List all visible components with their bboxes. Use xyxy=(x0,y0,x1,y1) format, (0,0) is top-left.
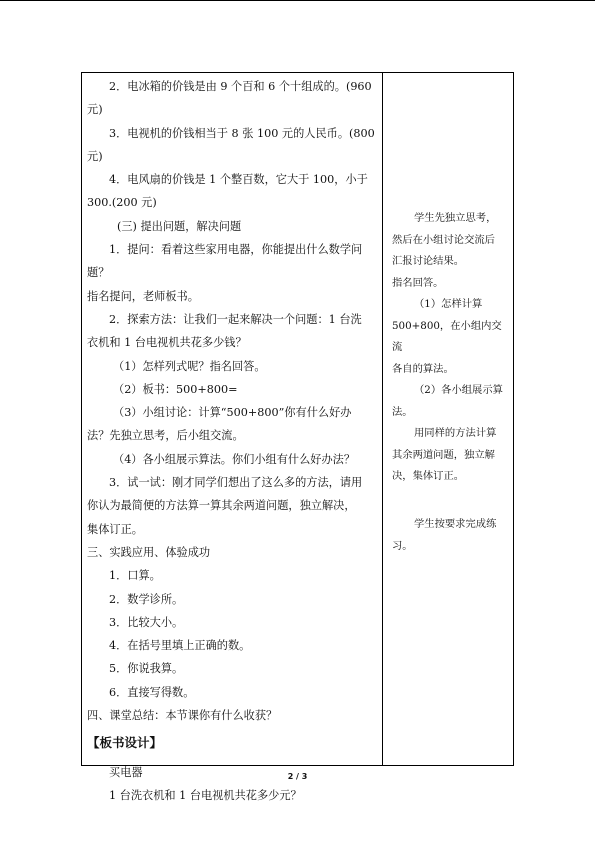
text-line: 3．电视机的价钱相当于 8 张 100 元的人民币。(800 xyxy=(109,126,375,140)
activity-line: 500+800，在小组内交流 xyxy=(392,319,502,353)
text-line: 你认为最简便的方法算一算其余两道问题，独立解决， xyxy=(87,499,356,513)
text-line: 300.(200 元) xyxy=(87,196,157,210)
activity-line: 指名回答。 xyxy=(392,276,444,289)
text-line: （2）板书：500+800= xyxy=(113,382,238,396)
activity-line: （2）各小组展示算 xyxy=(414,384,503,396)
text-line: 集体订正。 xyxy=(87,522,143,536)
board-design-heading: 【板书设计】 xyxy=(87,735,163,751)
board-question: 1 台洗衣机和 1 台电视机共花多少元？ xyxy=(109,788,302,802)
activity-line: 决，集体订正。 xyxy=(392,470,465,482)
activity-line: 学生先独立思考， xyxy=(414,212,497,224)
text-line: 4．电风扇的价钱是 1 个整百数，它大于 100，小于 xyxy=(109,173,368,187)
text-line: 3．试一试：刚才同学们想出了这么多的方法，请用 xyxy=(109,476,363,490)
activity-line: 然后在小组讨论交流后 xyxy=(392,233,495,246)
list-item: 6．直接写得数。 xyxy=(109,685,195,699)
text-line: （3）小组讨论：计算“500+800”你有什么好办 xyxy=(113,406,352,420)
text-line: 衣机和 1 台电视机共花多少钱？ xyxy=(87,336,247,350)
text-line: （4）各小组展示算法。你们小组有什么好办法？ xyxy=(113,452,356,466)
section-heading: 四、课堂总结：本节课你有什么收获？ xyxy=(87,709,278,723)
section-heading: 三、实践应用、体验成功 xyxy=(87,545,211,559)
header-rule xyxy=(0,0,595,1)
text-line: 2．电冰箱的价钱是由 9 个百和 6 个十组成的。(960 xyxy=(109,80,372,93)
activity-line: 汇报讨论结果。 xyxy=(392,255,465,267)
text-line: 1．提问：看着这些家用电器，你能提出什么数学问 xyxy=(109,243,363,257)
activity-line: 学生按要求完成练 xyxy=(414,518,497,530)
activity-line: 法。 xyxy=(392,405,413,418)
student-activity-block xyxy=(392,208,510,488)
activity-line: 习。 xyxy=(392,539,413,552)
section-subheading: (三) 提出问题，解决问题 xyxy=(117,219,242,233)
board-title: 买电器 xyxy=(109,765,143,779)
list-item: 2．数学诊所。 xyxy=(109,592,184,606)
text-line: 法？先独立思考，后小组交流。 xyxy=(87,429,244,443)
teaching-process-column xyxy=(87,75,379,807)
text-line: 2．探索方法：让我们一起来解决一个问题：1 台洗 xyxy=(109,312,362,326)
student-practice-block xyxy=(392,514,510,557)
text-line: （1）怎样列式呢？指名回答。 xyxy=(113,359,266,373)
list-item: 3．比较大小。 xyxy=(109,615,184,629)
activity-line: 各自的算法。 xyxy=(392,362,454,375)
list-item: 5．你说我算。 xyxy=(109,662,184,676)
text-line: 元) xyxy=(87,149,103,163)
activity-line: 用同样的方法计算 xyxy=(414,427,497,439)
text-line: 指名提问，老师板书。 xyxy=(87,289,199,303)
list-item: 4．在括号里填上正确的数。 xyxy=(109,639,251,653)
text-line: 元) xyxy=(87,103,103,117)
text-line: 题？ xyxy=(87,266,110,280)
column-divider xyxy=(382,72,383,766)
list-item: 1．口算。 xyxy=(109,569,161,583)
activity-line: （1）怎样计算 xyxy=(414,298,483,310)
page-number: 2 / 3 xyxy=(287,772,308,781)
activity-line: 其余两道问题，独立解 xyxy=(392,448,495,461)
